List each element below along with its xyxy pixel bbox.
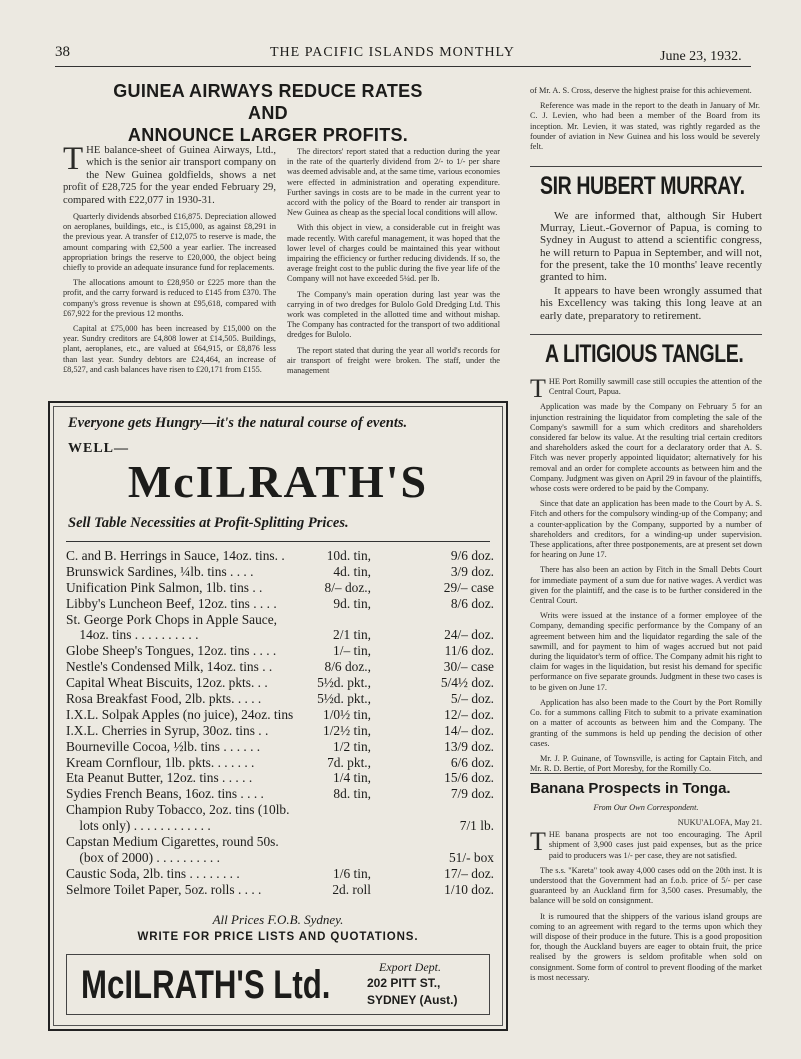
item-description: lots only) . . . . . . . . . . . . <box>66 818 211 834</box>
litigious-paragraph: Application has also been made to the Court by the Port Romilly Co. for a summons calling Fitch to submit to a private examination on a matter of accounts as between him and the Company. The granting of the summons is held up pending the decision of other cases. <box>530 697 762 748</box>
issue-date: June 23, 1932. <box>660 49 742 64</box>
item-bulk-price: 51/- box <box>448 849 494 865</box>
publication-title: THE PACIFIC ISLANDS MONTHLY <box>270 45 515 60</box>
guinea-paragraph: With this object in view, a considerable cut in freight was made recently. With careful management, it was hoped that the lower level of charges could be maintained this year without impairing the efficiency or further reducing dividends. If so, the average freight cost to the public during the five year life of the Company will not have exceeded 5¼d. per lb. <box>287 223 500 284</box>
item-description: St. George Pork Chops in Apple Sauce, <box>66 611 278 627</box>
price-row <box>66 802 494 818</box>
item-bulk-price: 12/– doz. <box>444 706 494 722</box>
hubert-paragraph: We are informed that, although Sir Hubert Murray, Lieut.-Governor of Papua, is coming to Sydney in August to attend a scientific congress, he will return to Papua in September, and will not, for the present, take the 10 months' leave recently granted to him. <box>540 210 762 284</box>
item-unit-price: 1/2 tin, <box>333 738 371 754</box>
price-row <box>66 723 494 739</box>
item-unit-price: 8/– doz., <box>324 579 371 595</box>
price-row <box>66 755 494 771</box>
item-unit-price: 8/6 doz., <box>324 659 371 675</box>
price-row <box>66 786 494 802</box>
item-description: Globe Sheep's Tongues, 12oz. tins . . . . <box>66 643 277 659</box>
item-description: Capstan Medium Cigarettes, round 50s. <box>66 834 279 850</box>
guinea-paragraph: The report stated that during the year all world's records for air transport of freight were broken. The staff, under the management <box>287 345 500 376</box>
item-description: Libby's Luncheon Beef, 12oz. tins . . . . <box>66 595 277 611</box>
ad-rule <box>66 541 490 542</box>
item-description: Bourneville Cocoa, ½lb. tins . . . . . . <box>66 738 261 754</box>
item-description: I.X.L. Solpak Apples (no juice), 24oz. tins <box>66 706 294 722</box>
litigious-paragraph: Since that date an application has been made to the Court by A. S. Fitch and others for the compulsory winding-up of the Company; and a counter-application by the Company, supported by a number of shareholders and creditors, for a winding-up under supervision. These applications, after three postponements, are at present set down for hearing on June 17. <box>530 499 763 560</box>
hubert-headline: SIR HUBERT MURRAY. <box>540 172 745 200</box>
ad-address-line2: SYDNEY (Aust.) <box>367 993 458 1007</box>
ad-export-dept: Export Dept. <box>379 960 441 974</box>
guinea-paragraph: The directors' report stated that a reduction during the year in the rate of the quarterly dividend from 2/- to 1/- per share was deemed advisable and, at the same time, various economies were effected in administration and operating expenditure. Further savings in costs are to be made in the current year to accord with the policy of the Board to render air transport in New Guinea as cheap as the special local conditions will allow. <box>287 147 500 218</box>
guinea-paragraph: Quarterly dividends absorbed £16,875. Depreciation allowed on aeroplanes, buildings, etc., is £15,000, as against £8,291 in the previous year. A transfer of £12,075 to reserve is made, the amount comparing with £2,500 a year earlier. The increased appropriation brings the reserve to £20,000, the object being chiefly to provide an adequate insurance fund for replacements. <box>63 212 276 273</box>
section-rule <box>530 773 762 774</box>
ad-sell-line: Sell Table Necessities at Profit-Splitting Prices. <box>68 515 349 531</box>
item-bulk-price: 11/6 doz. <box>444 643 494 659</box>
mcilrath-advertisement <box>48 401 508 1031</box>
ad-tagline: Everyone gets Hungry—it's the natural course of events. <box>68 415 408 431</box>
price-row <box>66 612 494 628</box>
litigious-paragraph: Mr. J. P. Guinane, of Townsville, is acting for Captain Fitch, and Mr. R. D. Bertie, of Port Moresby, for the Romilly Co. <box>530 753 762 774</box>
price-row <box>66 691 494 707</box>
item-bulk-price: 7/1 lb. <box>459 818 494 834</box>
item-unit-price: 1/2½ tin, <box>323 722 371 738</box>
price-row <box>66 770 494 786</box>
item-description: Selmore Toilet Paper, 5oz. rolls . . . . <box>66 881 262 897</box>
item-description: Nestle's Condensed Milk, 14oz. tins . . <box>66 659 273 675</box>
item-unit-price: 1/4 tin, <box>333 770 371 786</box>
item-unit-price: 2d. roll <box>332 881 371 897</box>
ad-brand-name: McILRATH'S <box>127 456 429 507</box>
hubert-paragraph: It appears to have been wrongly assumed that his Excellency was taking this long leave at an early date, preparatory to retirement. <box>540 285 762 322</box>
item-bulk-price: 8/6 doz. <box>450 595 494 611</box>
price-row <box>66 707 494 723</box>
banana-byline: From Our Own Correspondent. <box>593 803 699 812</box>
guinea-paragraph: Capital at £75,000 has been increased by £15,000 on the year. Sundry creditors are £4,808 lower at £14,505. Buildings, plant, aeroplanes, etc., are valued at £64,915, or £8,876 less than last year. Sundry debtors are £24,464, an increase of £8,527, and cash balances have risen to £20,171 from £155. <box>63 324 276 374</box>
banana-article <box>530 818 762 988</box>
item-unit-price: 1/– tin, <box>333 643 371 659</box>
section-rule <box>530 334 762 335</box>
item-description: Rosa Breakfast Food, 2lb. pkts. . . . . <box>66 691 262 707</box>
litigious-paragraph: THE Port Romilly sawmill case still occupies the attention of the Central Court, Papua. <box>530 374 762 403</box>
item-description: Sydies French Beans, 16oz. tins . . . . <box>66 786 264 802</box>
item-bulk-price: 24/– doz. <box>444 627 494 643</box>
litigious-paragraph: Application was made by the Company on February 5 for an injunction restraining the liquidator from completing the sale of the Company's sawmill for a sum which creditors and shareholders considered far below its value. At the resulting trial certain creditors and shareholders asked the court for a declaratory order that A. S. Fitch was never properly appointed liquidator; alternatively for his removal and an order for complete accounts as between him and the Company. Judgment was given on April 29 in favour of the plaintiffs, whose costs were ordered to be paid by the Company. <box>530 402 762 494</box>
price-row <box>66 627 494 643</box>
ad-write-line: WRITE FOR PRICE LISTS AND QUOTATIONS. <box>137 931 419 943</box>
item-description: 14oz. tins . . . . . . . . . . <box>66 627 199 643</box>
item-description: Capital Wheat Biscuits, 12oz. pkts. . . <box>66 675 268 691</box>
item-bulk-price: 9/6 doz. <box>450 548 494 563</box>
ad-inner-border <box>53 406 503 1026</box>
price-row <box>66 675 494 691</box>
litigious-article <box>530 374 763 779</box>
item-unit-price: 1/6 tin, <box>333 865 371 881</box>
item-bulk-price: 29/– case <box>443 579 494 595</box>
item-bulk-price: 1/10 doz. <box>444 881 494 897</box>
price-row <box>66 659 494 675</box>
guinea-headline-line2: ANNOUNCE LARGER PROFITS. <box>127 125 409 145</box>
item-bulk-price: 6/6 doz. <box>450 754 494 770</box>
guinea-paragraph: Reference was made in the report to the death in January of Mr. C. J. Levien, who had been a member of the Board from its inception. Mr. Levien, it was stated, was rightly regarded as the founder of aviation in New Guinea and his loss would be severely felt. <box>530 101 760 152</box>
item-description: Kream Cornflour, 1lb. pkts. . . . . . . <box>66 754 255 770</box>
item-description: Unification Pink Salmon, 1lb. tins . . <box>66 579 263 595</box>
price-row <box>66 882 494 898</box>
item-bulk-price: 5/– doz. <box>450 691 494 707</box>
page-number: 38 <box>55 44 70 60</box>
guinea-column-2 <box>287 147 500 381</box>
ad-footer-box <box>66 954 490 1015</box>
guinea-column-3 <box>530 86 760 157</box>
price-row <box>66 818 494 834</box>
item-description: I.X.L. Cherries in Syrup, 30oz. tins . . <box>66 722 269 738</box>
guinea-paragraph: The Company's main operation during last year was the carrying in of two dredges for Bulolo Gold Dredging Ltd. This work was completed in the allotted time and without mishap. The Company has contracted for the transport of two additional dredges for Bulolo. <box>287 289 500 340</box>
item-bulk-price: 15/6 doz. <box>444 770 494 786</box>
item-unit-price: 7d. pkt., <box>327 754 371 770</box>
item-unit-price: 5½d. pkt., <box>317 691 371 707</box>
banana-paragraph: THE banana prospects are not too encouraging. The April shipment of 3,900 cases just paid expenses, but as the price paid to producers was 1/- per case, they are not satisfied. <box>530 827 762 860</box>
ad-address-line1: 202 PITT ST., <box>367 976 441 990</box>
banana-paragraph: It is rumoured that the shippers of the various island groups are coming to an agreement with regard to the terms upon which they will dispose of their produce in the future. This is a good proposition for, though the Auckland buyers are eager to obtain fruit, the price realised by the growers is seldom profitable when sold on consignment. Some form of control to prevent flooding of the market is most necessary. <box>530 911 762 982</box>
guinea-paragraph: The allocations amount to £28,950 or £225 more than the profit, and the carry forward is reduced to £145 from £370. The company's gross revenue is shown at £95,618, compared with £67,922 for the previous 12 months. <box>63 278 276 318</box>
item-unit-price: 4d. tin, <box>333 563 371 579</box>
guinea-lead-paragraph: THE balance-sheet of Guinea Airways, Ltd., which is the senior air transport company on the New Guinea goldfields, shows a net profit of £28,725 for the year ended February 29, compared with £22,077 in 1930-31. <box>63 141 276 206</box>
item-description: C. and B. Herrings in Sauce, 14oz. tins. . <box>66 548 285 563</box>
item-unit-price: 8d. tin, <box>333 786 371 802</box>
item-bulk-price: 17/– doz. <box>444 865 494 881</box>
price-row <box>66 580 494 596</box>
item-bulk-price: 14/– doz. <box>444 722 494 738</box>
item-description: Caustic Soda, 2lb. tins . . . . . . . . <box>66 865 240 881</box>
hubert-article <box>540 210 762 324</box>
banana-headline: Banana Prospects in Tonga. <box>530 780 731 797</box>
price-row <box>66 850 494 866</box>
guinea-column-1 <box>63 141 276 380</box>
item-unit-price: 1/0½ tin, <box>323 706 371 722</box>
item-bulk-price: 3/9 doz. <box>450 563 494 579</box>
banana-dateline: NUKU'ALOFA, May 21. <box>677 818 762 827</box>
guinea-paragraph: of Mr. A. S. Cross, deserve the highest praise for this achievement. <box>530 86 752 95</box>
price-row <box>66 564 494 580</box>
item-bulk-price: 30/– case <box>443 659 494 675</box>
price-row <box>66 548 494 564</box>
ad-company-name: McILRATH'S Ltd. <box>81 963 331 1007</box>
item-unit-price: 10d. tin, <box>326 548 371 563</box>
item-description: Eta Peanut Butter, 12oz. tins . . . . . <box>66 770 253 786</box>
price-row <box>66 739 494 755</box>
price-list <box>66 548 494 898</box>
item-bulk-price: 7/9 doz. <box>450 786 494 802</box>
item-bulk-price: 13/9 doz. <box>444 738 494 754</box>
item-unit-price: 5½d. pkt., <box>317 675 371 691</box>
price-row <box>66 834 494 850</box>
ad-prices-note: All Prices F.O.B. Sydney. <box>212 912 344 927</box>
banana-paragraph: The s.s. "Kareta" took away 4,000 cases odd on the 20th inst. It is understood that the Government had an f.o.b. price of 5/- per case guaranteed by an Auckland firm for 3,500 cases. Presumably, the balance will be sold on consignment. <box>530 865 762 906</box>
price-row <box>66 596 494 612</box>
header-rule <box>55 66 751 67</box>
ad-well: WELL— <box>68 441 130 456</box>
guinea-headline <box>92 80 444 146</box>
guinea-headline-line1: GUINEA AIRWAYS REDUCE RATES AND <box>113 81 423 123</box>
price-row <box>66 643 494 659</box>
litigious-paragraph: Writs were issued at the instance of a former employee of the Company, demanding specific performance by the Company of an agreement between him and the liquidator regarding the sale of the sawmill, and for payment to him of wages accrued but not paid during the liquidator's term of office. The Company admit his right to claim for wages in the liquidation, but resist his demand for specific performance on five separate grounds. Judgment in these two cases is to be given on June 17. <box>530 611 762 692</box>
litigious-paragraph: There has also been an action by Fitch in the Small Debts Court for immediate payment of a sum due for native wages. A verdict was given for the plaintiff, and the case is to be further considered in the Central Court. <box>530 565 762 606</box>
item-unit-price: 2/1 tin, <box>333 627 371 643</box>
item-description: Brunswick Sardines, ¼lb. tins . . . . <box>66 563 254 579</box>
price-row <box>66 866 494 882</box>
item-bulk-price: 5/4½ doz. <box>440 675 494 691</box>
item-description: Champion Ruby Tobacco, 2oz. tins (10lb. <box>66 802 290 818</box>
litigious-headline: A LITIGIOUS TANGLE. <box>545 340 744 368</box>
item-unit-price: 9d. tin, <box>333 595 371 611</box>
item-description: (box of 2000) . . . . . . . . . . <box>66 849 220 865</box>
section-rule <box>530 166 762 167</box>
